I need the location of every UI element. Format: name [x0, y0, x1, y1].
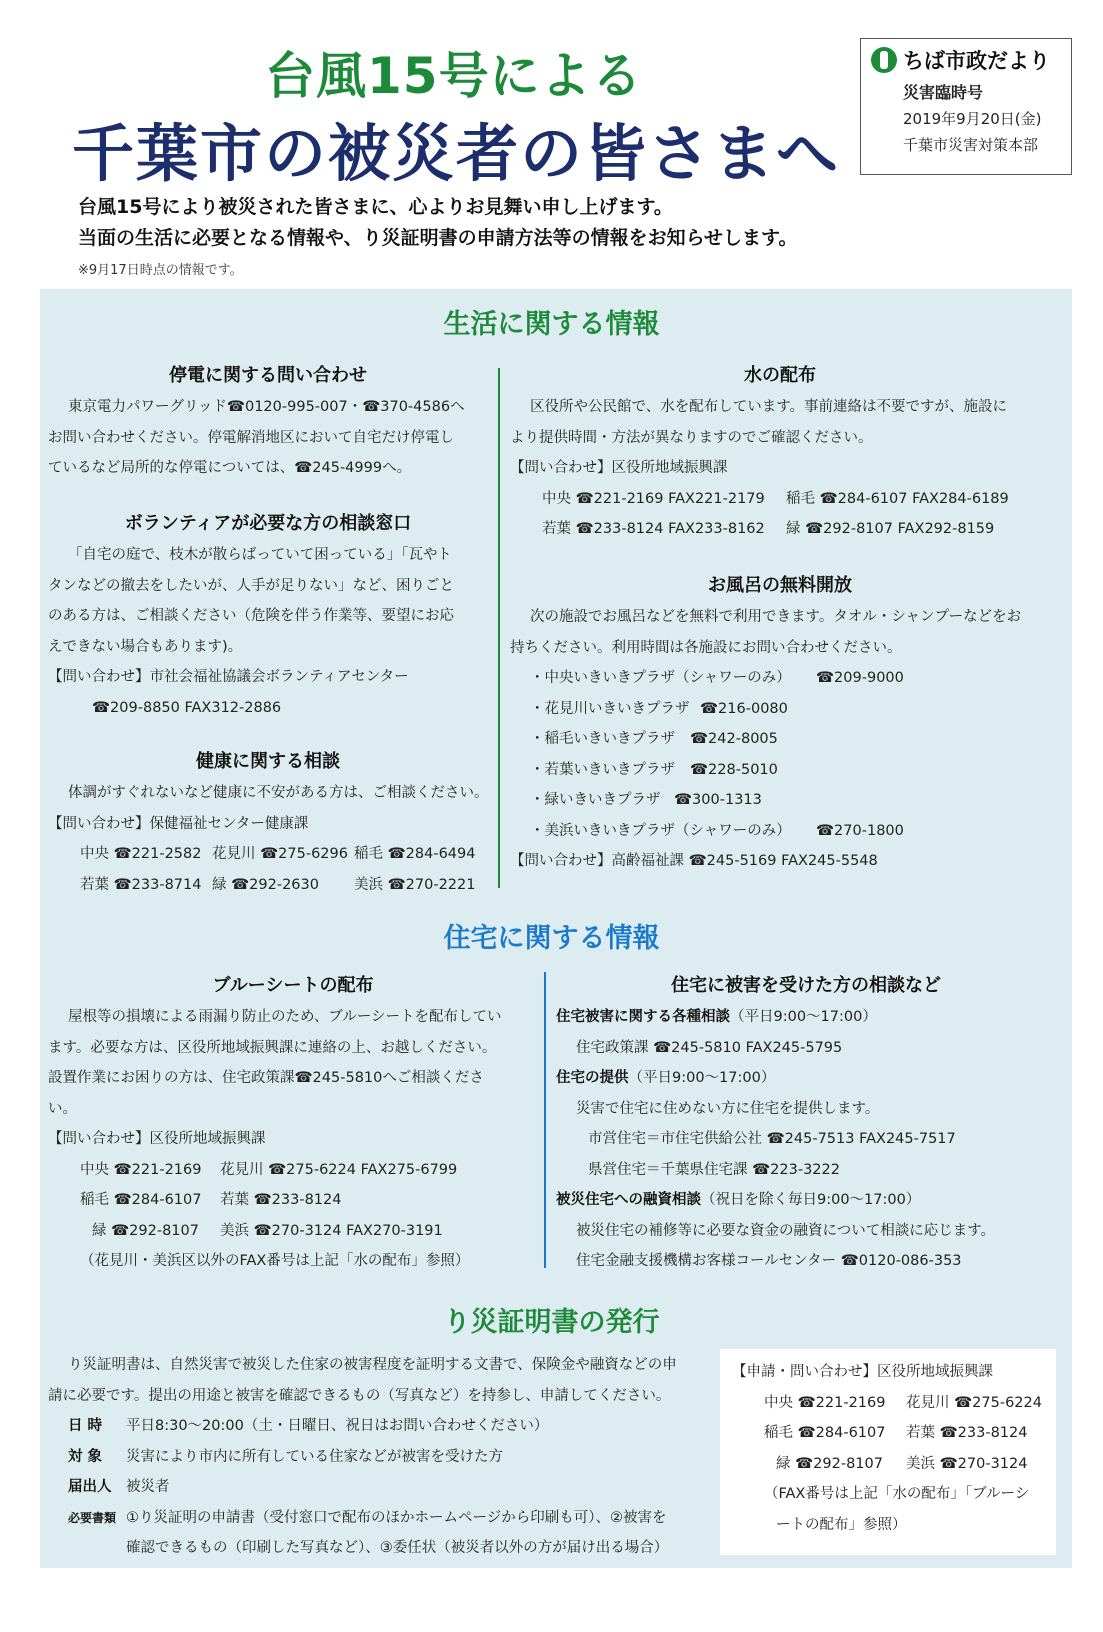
certificate-target-label: 対 象: [68, 1448, 103, 1465]
tarp-tel-row: [48, 1185, 538, 1216]
certificate-applicant-label: 届出人: [68, 1479, 112, 1495]
housing-divider: [544, 972, 546, 1268]
water-tel: 若葉 ☎233-8124 FAX233-8162: [542, 521, 765, 537]
bath-facility: [510, 724, 1050, 755]
health-tel: 花見川 ☎275-6296: [212, 846, 348, 862]
certificate-box-row: [732, 1449, 1044, 1480]
volunteer-line: タンなどの撤去をしたいが、人手が足りない」など、困りごと: [48, 577, 454, 594]
volunteer-contact-tel: ☎209-8850 FAX312-2886: [92, 699, 282, 716]
intro-line-1: 台風15号により被災された皆さまに、心よりお見舞い申し上げます。: [78, 196, 673, 218]
housing-section-title: 住宅に関する情報: [443, 923, 660, 954]
health-tel: 稲毛 ☎284-6494: [354, 846, 476, 862]
bath-facility-name: ・中央いきいきプラザ（シャワーのみ）: [530, 670, 791, 686]
volunteer-heading: ボランティアが必要な方の相談窓口: [124, 513, 412, 534]
health-tel-row: [48, 839, 488, 870]
bath-facility-tel: ☎300-1313: [674, 792, 762, 808]
health-contact: 【問い合わせ】保健福祉センター健康課: [48, 815, 309, 832]
bath-facility: [510, 694, 1050, 725]
volunteer-line: のある方は、ご相談ください（危険を伴う作業等、要望にお応: [48, 608, 454, 624]
tarp-tel: 緑 ☎292-8107: [92, 1222, 199, 1239]
damage-heading: 住宅に被害を受けた方の相談など: [671, 975, 941, 996]
intro-note: ※9月17日時点の情報です。: [78, 263, 243, 278]
damage-block: [556, 970, 1056, 1277]
certificate-box-tel: 若葉 ☎233-8124: [906, 1425, 1028, 1441]
tarp-tel: 花見川 ☎275-6224 FAX275-6799: [220, 1161, 458, 1178]
masthead-date: 2019年9月20日(金): [903, 110, 1042, 128]
damage-consult-hours: （平日9:00～17:00）: [730, 1009, 877, 1025]
certificate-box-tel: 稲毛 ☎284-6107: [764, 1425, 886, 1441]
certificate-box-tel: 緑 ☎292-8107: [776, 1455, 883, 1472]
damage-provide-title: 住宅の提供: [556, 1070, 629, 1086]
bath-facility-name: ・花見川いきいきプラザ: [530, 700, 690, 717]
bath-facility-tel: ☎209-9000: [816, 670, 904, 686]
life-section-title: 生活に関する情報: [443, 309, 660, 340]
masthead-box: [860, 38, 1072, 175]
bath-facility-name: ・緑いきいきプラザ: [530, 792, 661, 808]
tarp-tel: 稲毛 ☎284-6107: [80, 1192, 202, 1208]
certificate-box-row: [732, 1388, 1044, 1419]
bath-contact: 【問い合わせ】高齢福祉課 ☎245-5169 FAX245-5548: [510, 853, 878, 869]
certificate-docs-line-2: 確認できるもの（印刷した写真など）、③委任状（被災者以外の方が届け出る場合）: [126, 1540, 669, 1556]
bath-facility-tel: ☎270-1800: [816, 822, 904, 839]
tarp-line: 屋根等の損壊による雨漏り防止のため、ブルーシートを配布してい: [68, 1009, 502, 1025]
bath-line: 持ちください。利用時間は各施設にお問い合わせください。: [510, 639, 902, 656]
damage-loan-contact: 住宅金融支援機構お客様コールセンター ☎0120-086-353: [576, 1253, 962, 1269]
city-logo-icon: [871, 47, 897, 73]
certificate-applicant-value: 被災者: [126, 1479, 170, 1495]
power-line: 東京電力パワーグリッド☎0120-995-007・☎370-4586へ: [68, 399, 465, 415]
certificate-applicant: [48, 1472, 712, 1503]
bath-facility: [510, 816, 1050, 847]
water-tel: 稲毛 ☎284-6107 FAX284-6189: [786, 490, 1009, 507]
certificate-box-note: ートの配布」参照）: [776, 1516, 907, 1533]
health-heading: 健康に関する相談: [196, 751, 340, 772]
bath-facility-name: ・美浜いきいきプラザ（シャワーのみ）: [530, 822, 791, 839]
certificate-docs-line-1: ①り災証明の申請書（受付窓口で配布のほかホームページから印刷も可）、②被害を: [126, 1509, 667, 1526]
certificate-target-value: 災害により市内に所有している住家などが被害を受けた方: [126, 1448, 503, 1465]
certificate-box-row: [732, 1418, 1044, 1449]
bath-heading: お風呂の無料開放: [708, 575, 852, 596]
volunteer-contact: 【問い合わせ】市社会福祉協議会ボランティアセンター: [48, 669, 409, 685]
tarp-line: 設置作業にお困りの方は、住宅政策課☎245-5810へご相談くださ: [48, 1070, 484, 1086]
damage-consult-line: 住宅政策課 ☎245-5810 FAX245-5795: [576, 1039, 843, 1056]
bath-facility-tel: ☎242-8005: [690, 731, 778, 747]
health-tel: 中央 ☎221-2582: [80, 846, 202, 862]
certificate-line: り災証明書は、自然災害で被災した住家の被害程度を証明する文書で、保険金や融資などの申: [68, 1357, 677, 1373]
life-divider: [498, 368, 500, 888]
certificate-docs: [48, 1503, 712, 1534]
damage-consult-row: [556, 1002, 1056, 1033]
health-tel-row: [48, 870, 488, 901]
water-tel: 中央 ☎221-2169 FAX221-2179: [542, 490, 765, 507]
bath-facility-tel: ☎216-0080: [700, 700, 788, 717]
health-text: 体調がすぐれないなど健康に不安がある方は、ご相談ください。: [68, 785, 489, 801]
certificate-box-tel: 花見川 ☎275-6224: [906, 1394, 1042, 1411]
damage-loan-row: [556, 1185, 1056, 1216]
tarp-tel-row: [48, 1216, 538, 1247]
damage-loan-title: 被災住宅への融資相談: [556, 1192, 701, 1208]
certificate-line: 請に必要です。提出の用途と被害を確認できるもの（写真など）を持参し、申請してください。: [48, 1387, 671, 1404]
bath-line: 次の施設でお風呂などを無料で利用できます。タオル・シャンプーなどをお: [530, 609, 1022, 625]
volunteer-line: 「自宅の庭で、枝木が散らばっていて困っている」「瓦やト: [68, 547, 452, 563]
power-line: お問い合わせください。停電解消地区において自宅だけ停電し: [48, 429, 454, 446]
health-block: [48, 746, 488, 900]
certificate-docs-label: 必要書類: [68, 1510, 117, 1525]
volunteer-block: [48, 508, 488, 723]
health-tel: 緑 ☎292-2630: [212, 876, 319, 893]
water-heading: 水の配布: [744, 365, 816, 386]
certificate-box-note: （FAX番号は上記「水の配布」「ブルーシ: [764, 1486, 1030, 1502]
tarp-tel: 美浜 ☎270-3124 FAX270-3191: [220, 1222, 443, 1239]
water-tel-row: [510, 514, 1050, 545]
damage-provide-city: 市営住宅＝市住宅供給公社 ☎245-7513 FAX245-7517: [588, 1131, 956, 1147]
tarp-tel: 中央 ☎221-2169: [80, 1161, 202, 1178]
masthead-name: [871, 45, 1061, 75]
title-line-2: 千葉市の被災者の皆さまへ: [72, 117, 841, 190]
volunteer-line: えできない場合もあります)。: [48, 638, 243, 655]
power-block: [48, 360, 488, 484]
intro-text: [78, 192, 798, 254]
bath-facility-name: ・若葉いきいきプラザ: [530, 761, 675, 778]
certificate-schedule-label: 日 時: [68, 1418, 103, 1434]
power-heading: 停電に関する問い合わせ: [169, 365, 367, 386]
certificate-schedule-value: 平日8:30～20:00（土・日曜日、祝日はお問い合わせください）: [126, 1418, 549, 1434]
damage-loan-text: 被災住宅の補修等に必要な資金の融資について相談に応じます。: [576, 1222, 996, 1239]
water-contact: 【問い合わせ】区役所地域振興課: [510, 460, 728, 476]
damage-provide-text: 災害で住宅に住めない方に住宅を提供します。: [576, 1100, 880, 1117]
title-line-1: 台風15号による: [265, 47, 643, 105]
certificate-box-tel: 中央 ☎221-2169: [764, 1394, 886, 1411]
health-tel: 若葉 ☎233-8714: [80, 876, 202, 893]
bath-facility-name: ・稲毛いきいきプラザ: [530, 731, 675, 747]
damage-consult-title: 住宅被害に関する各種相談: [556, 1009, 730, 1025]
masthead-name-text: ちば市政だより: [903, 49, 1050, 73]
water-line: より提供時間・方法が異なりますのでご確認ください。: [510, 429, 873, 446]
tarp-line: い。: [48, 1100, 77, 1117]
intro-line-2: 当面の生活に必要となる情報や、り災証明書の申請方法等の情報をお知らせします。: [78, 227, 798, 249]
damage-provide-hours: （平日9:00～17:00）: [628, 1070, 776, 1086]
tarp-tel: 若葉 ☎233-8124: [220, 1192, 342, 1208]
damage-provide-row: [556, 1063, 1056, 1094]
tarp-line: ます。必要な方は、区役所地域振興課に連絡の上、お越しください。: [48, 1039, 497, 1056]
bath-block: [510, 570, 1050, 877]
tarp-contact: 【問い合わせ】区役所地域振興課: [48, 1131, 266, 1147]
water-line: 区役所や公民館で、水を配布しています。事前連絡は不要ですが、施設に: [530, 399, 1008, 415]
water-tel-row: [510, 484, 1050, 515]
certificate-schedule: [48, 1411, 712, 1442]
health-tel: 美浜 ☎270-2221: [354, 876, 476, 893]
tarp-block: [48, 970, 538, 1277]
masthead-issuer: 千葉市災害対策本部: [903, 136, 1039, 154]
tarp-tel-row: [48, 1155, 538, 1186]
bath-facility: [510, 785, 1050, 816]
masthead-edition: 災害臨時号: [903, 83, 984, 102]
certificate-target: [48, 1442, 712, 1473]
damage-provide-pref: 県営住宅＝千葉県住宅課 ☎223-3222: [588, 1161, 840, 1178]
tarp-note: （花見川・美浜区以外のFAX番号は上記「水の配布」参照）: [80, 1253, 470, 1269]
damage-loan-hours: （祝日を除く毎日9:00～17:00）: [701, 1192, 921, 1208]
certificate-section-title: り災証明書の発行: [443, 1307, 660, 1338]
bath-facility: [510, 755, 1050, 786]
certificate-box-contact: 【申請・問い合わせ】区役所地域振興課: [732, 1364, 993, 1380]
water-block: [510, 360, 1050, 545]
tarp-heading: ブルーシートの配布: [212, 975, 374, 996]
certificate-contact-box: [720, 1349, 1056, 1555]
certificate-box-tel: 美浜 ☎270-3124: [906, 1455, 1028, 1472]
bath-facility: [510, 663, 1050, 694]
water-tel: 緑 ☎292-8107 FAX292-8159: [786, 521, 995, 537]
certificate-block: [48, 1350, 712, 1564]
power-line: ているなど局所的な停電については、☎245-4999へ。: [48, 460, 412, 476]
bath-facility-tel: ☎228-5010: [690, 761, 778, 778]
